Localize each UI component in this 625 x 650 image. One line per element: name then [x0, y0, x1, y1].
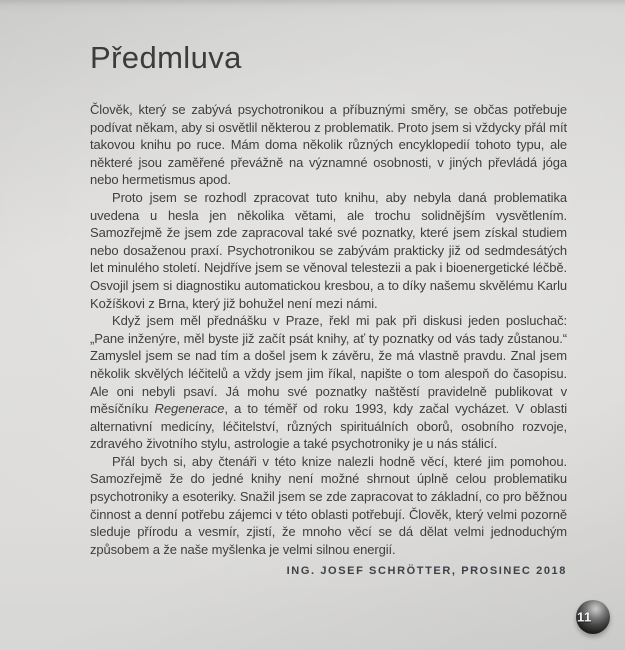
page-number: 11 [577, 609, 592, 625]
paragraph: Přál bych si, aby čtenáři v této knize nalezli hodně věcí, které jim pomohou. Samozřejmě že do jedné knihy není možné shrnout úplně celou problematiku psychotroniky a esoteriky. Snažil jsem se zde zapracovat to základní, co pro běžnou činnost a denní potřebu zájemci v této oblasti potřebují. Člověk, který velmi pozorně sleduje přírodu a vesmír, zjistí, že mnoho věcí se dá dělat velmi jednoduchým způsobem a že naše myšlenka je velmi silnou energií. [90, 453, 567, 557]
page-number-badge [576, 600, 610, 634]
paragraph: Člověk, který se zabývá psychotronikou a příbuznými směry, se občas potřebuje podívat někam, aby si osvětlil některou z problematik. Proto jsem si vždycky přál mít takovou knihu po ruce. Mám doma několik různých encyklopedií tohoto typu, ale některé jsou zaměřené převážně na významné osobnosti, v jiných převládá jóga nebo hermetismus apod. [90, 102, 567, 188]
paragraph: Když jsem měl přednášku v Praze, řekl mi pak při diskusi jeden posluchač: „Pane inženýre, měl byste již začít psát knihy, ať ty poznatky od vás tady zůstanou.“ Zamyslel jsem se nad tím a došel jsem k závěru, že má vlastně pravdu. Znal jsem několik skvělých léčitelů a vždy jsem jim říkal, napište o tom alespoň do časopisu. Ale oni nebyli psaví. Já mohu své poznatky naštěstí pravidelně publikovat v měsíčníku Regenerace, a to téměř od roku 1993, kdy začal vycházet. V oblasti alternativní medicíny, léčitelství, různých spirituálních oborů, osobního rozvoje, zdravého životního stylu, astrologie a také psychotroniky je u nás stálicí. [90, 313, 567, 452]
author-signature: ING. JOSEF SCHRÖTTER, PROSINEC 2018 [286, 565, 567, 578]
paragraph: Proto jsem se rozhodl zpracovat tuto knihu, aby nebyla daná problematika uvedena u hesla jen několika větami, ale trochu solidnějším vysvětlením. Samozřejmě že jsem zde zapracoval také své poznatky, které jsem získal studiem nebo dosaženou praxí. Psychotronikou se zabývám prakticky již od sedmdesátých let minulého století. Nejdříve jsem se věnoval telestezii a pak i bioenergetické léčbě. Osvojil jsem si diagnostiku automatickou kresbou, a to díky našemu skvělému Karlu Kožíškovi z Brna, který již bohužel není mezi námi. [90, 189, 567, 311]
page-title: Předmluva [90, 40, 242, 75]
preface-text [90, 101, 567, 558]
page-content [90, 40, 567, 577]
